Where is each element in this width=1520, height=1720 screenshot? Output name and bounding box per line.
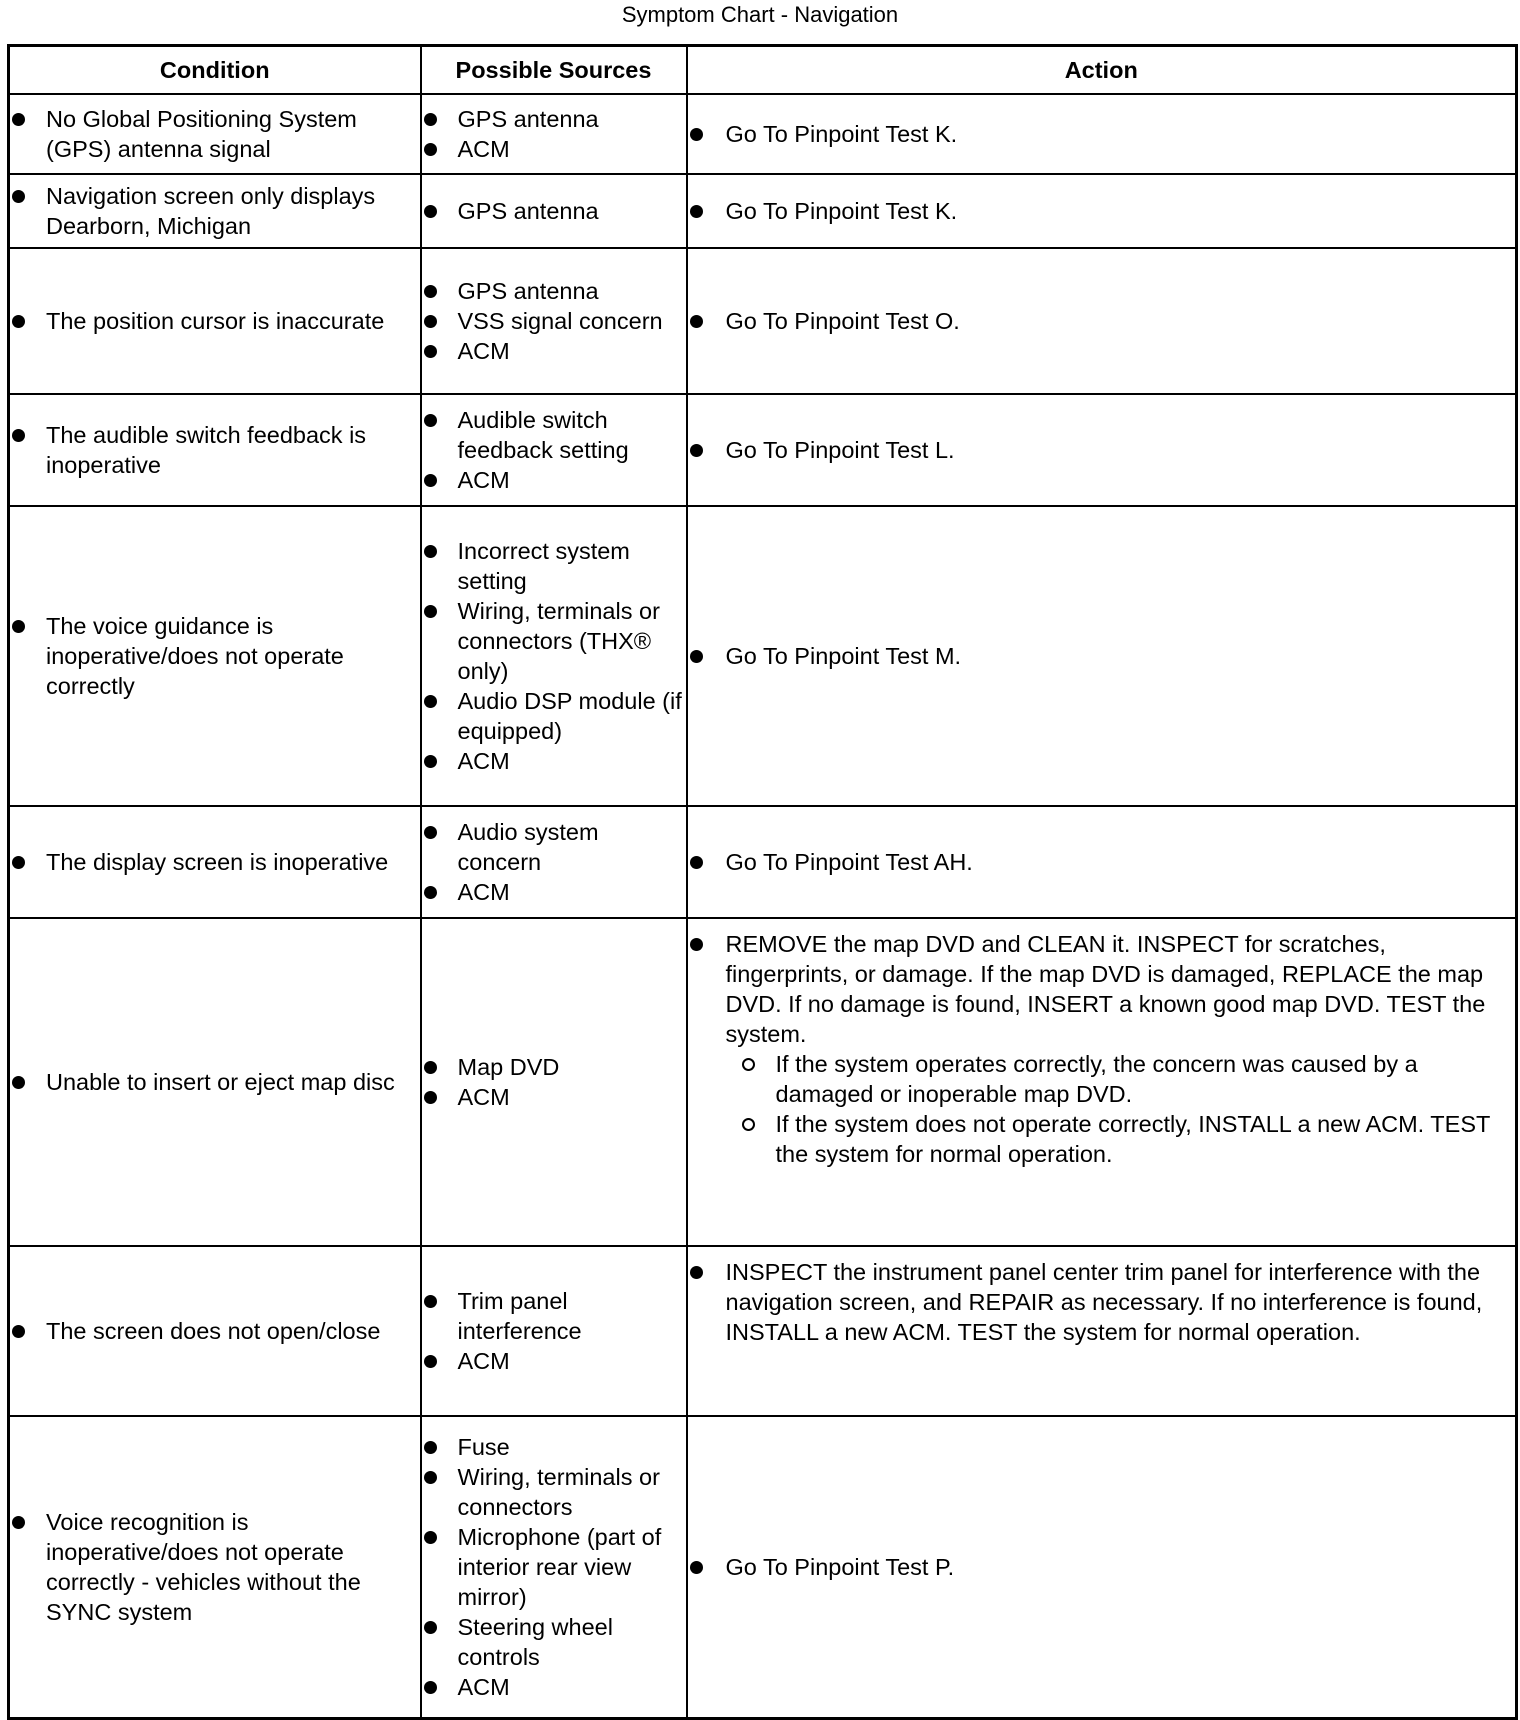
- action-text: Go To Pinpoint Test K.: [688, 196, 1516, 226]
- condition-cell: [9, 1416, 421, 1718]
- table-row: [9, 94, 1517, 174]
- source-item: Fuse: [422, 1432, 686, 1462]
- symptom-table: [7, 44, 1518, 1720]
- condition-cell: [9, 806, 421, 918]
- action-text: Go To Pinpoint Test AH.: [688, 847, 1516, 877]
- action-text: Go To Pinpoint Test M.: [688, 641, 1516, 671]
- source-item: Trim panel interference: [422, 1286, 686, 1346]
- source-item: GPS antenna: [422, 196, 686, 226]
- action-text: INSPECT the instrument panel center trim panel for interference with the navigation screen, and REPAIR as necessary. If no interference is found, INSTALL a new ACM. TEST the system for normal operation.: [688, 1257, 1516, 1347]
- source-item: ACM: [422, 746, 686, 776]
- condition-cell: [9, 918, 421, 1246]
- sources-cell: [421, 174, 687, 248]
- sources-cell: [421, 506, 687, 806]
- table-row: [9, 806, 1517, 918]
- condition-text: Voice recognition is inoperative/does not operate correctly - vehicles without the SYNC system: [10, 1507, 420, 1627]
- condition-text: Unable to insert or eject map disc: [10, 1067, 420, 1097]
- condition-text: No Global Positioning System (GPS) antenna signal: [10, 104, 420, 164]
- action-text: Go To Pinpoint Test L.: [688, 435, 1516, 465]
- condition-text: The voice guidance is inoperative/does not operate correctly: [10, 611, 420, 701]
- source-item: ACM: [422, 1082, 686, 1112]
- action-cell: [687, 1246, 1517, 1416]
- source-item: Steering wheel controls: [422, 1612, 686, 1672]
- sources-cell: [421, 248, 687, 394]
- source-item: Wiring, terminals or connectors: [422, 1462, 686, 1522]
- source-item: Audible switch feedback setting: [422, 405, 686, 465]
- header-condition: Condition: [9, 46, 421, 95]
- table-row: [9, 506, 1517, 806]
- action-text: Go To Pinpoint Test K.: [688, 119, 1516, 149]
- action-cell: [687, 174, 1517, 248]
- source-item: GPS antenna: [422, 104, 686, 134]
- source-item: Microphone (part of interior rear view mirror): [422, 1522, 686, 1612]
- source-item: GPS antenna: [422, 276, 686, 306]
- table-row: [9, 918, 1517, 1246]
- source-item: Audio system concern: [422, 817, 686, 877]
- action-cell: [687, 94, 1517, 174]
- action-text: Go To Pinpoint Test O.: [688, 306, 1516, 336]
- source-item: ACM: [422, 1672, 686, 1702]
- sources-cell: [421, 1416, 687, 1718]
- condition-cell: [9, 1246, 421, 1416]
- condition-text: The screen does not open/close: [10, 1316, 420, 1346]
- action-item: [688, 929, 1516, 1169]
- action-cell: [687, 806, 1517, 918]
- source-item: Wiring, terminals or connectors (THX® only): [422, 596, 686, 686]
- source-item: Incorrect system setting: [422, 536, 686, 596]
- action-cell: [687, 394, 1517, 506]
- condition-cell: [9, 174, 421, 248]
- condition-cell: [9, 248, 421, 394]
- sub-action-list: [732, 1049, 1516, 1169]
- action-cell: [687, 918, 1517, 1246]
- source-item: ACM: [422, 465, 686, 495]
- sources-cell: [421, 918, 687, 1246]
- chart-title: Symptom Chart - Navigation: [621, 2, 899, 27]
- sources-cell: [421, 394, 687, 506]
- table-row: [9, 1416, 1517, 1718]
- source-item: VSS signal concern: [422, 306, 686, 336]
- sources-cell: [421, 806, 687, 918]
- action-text: Go To Pinpoint Test P.: [688, 1552, 1516, 1582]
- source-item: ACM: [422, 877, 686, 907]
- condition-text: The position cursor is inaccurate: [10, 306, 420, 336]
- table-row: [9, 394, 1517, 506]
- header-possible-sources: Possible Sources: [421, 46, 687, 95]
- action-cell: [687, 248, 1517, 394]
- action-cell: [687, 1416, 1517, 1718]
- header-row: [9, 46, 1517, 95]
- source-item: Audio DSP module (if equipped): [422, 686, 686, 746]
- action-text: REMOVE the map DVD and CLEAN it. INSPECT for scratches, fingerprints, or damage. If the map DVD is damaged, REPLACE the map DVD. If no damage is found, INSERT a known good map DVD. TEST the system.: [725, 931, 1486, 1047]
- condition-text: Navigation screen only displays Dearborn, Michigan: [10, 181, 420, 241]
- table-row: [9, 174, 1517, 248]
- table-row: [9, 1246, 1517, 1416]
- source-item: ACM: [422, 134, 686, 164]
- condition-cell: [9, 506, 421, 806]
- action-cell: [687, 506, 1517, 806]
- sub-action-item: If the system operates correctly, the concern was caused by a damaged or inoperable map DVD.: [732, 1049, 1516, 1109]
- condition-text: The display screen is inoperative: [10, 847, 420, 877]
- sources-cell: [421, 1246, 687, 1416]
- condition-cell: [9, 94, 421, 174]
- sub-action-item: If the system does not operate correctly, INSTALL a new ACM. TEST the system for normal operation.: [732, 1109, 1516, 1169]
- source-item: ACM: [422, 336, 686, 366]
- condition-cell: [9, 394, 421, 506]
- header-action: Action: [687, 46, 1517, 95]
- sources-cell: [421, 94, 687, 174]
- table-row: [9, 248, 1517, 394]
- source-item: Map DVD: [422, 1052, 686, 1082]
- condition-text: The audible switch feedback is inoperative: [10, 420, 420, 480]
- source-item: ACM: [422, 1346, 686, 1376]
